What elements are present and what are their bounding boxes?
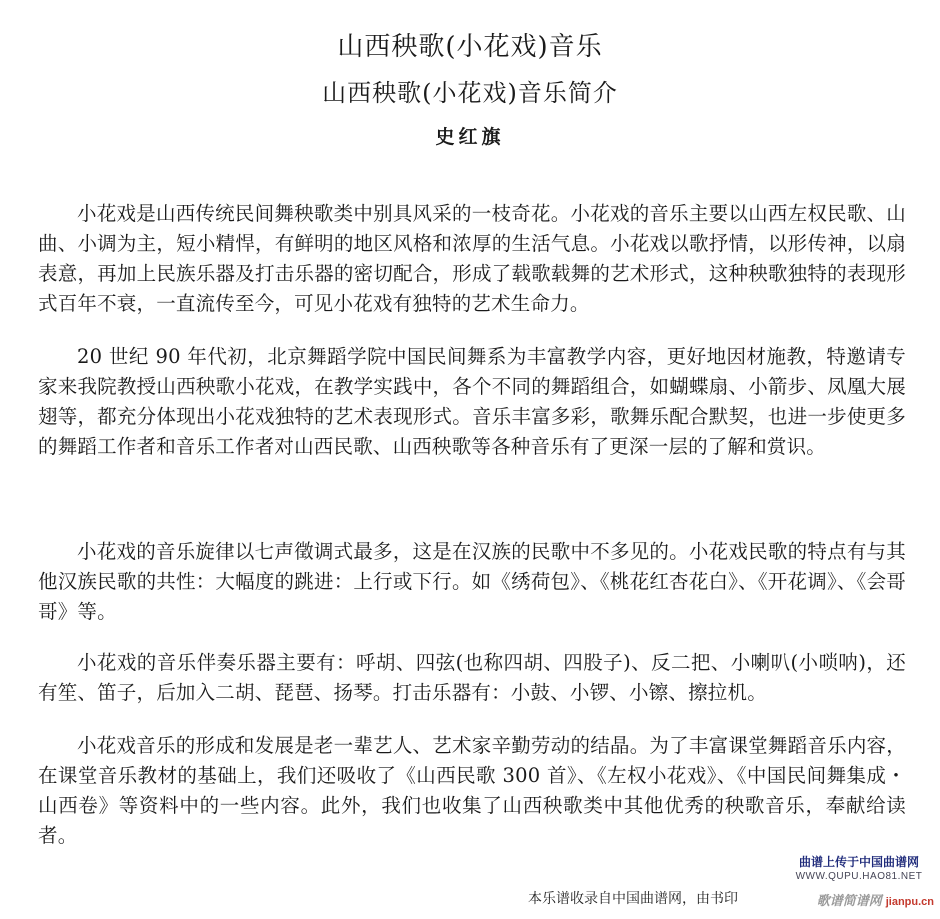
watermark-upload-notice: 曲谱上传于中国曲谱网 xyxy=(798,855,919,869)
watermark-logo xyxy=(784,890,934,913)
watermark-url: WWW.QUPU.HAO81.NET xyxy=(795,871,923,882)
watermark xyxy=(784,854,934,916)
body-paragraph-5: 小花戏音乐的形成和发展是老一辈艺人、艺术家辛勤劳动的结晶。为了丰富课堂舞蹈音乐内容，在课堂音乐教材的基础上，我们还吸收了《山西民歌 300 首》、《左权小花戏》、《中国民间舞集成・山西卷》等资料中的一些内容。此外，我们也收集了山西秧歌类中其他优秀的秧歌音乐，奉献给读者。 xyxy=(38,734,906,847)
body-paragraph-4: 小花戏的音乐伴奏乐器主要有：呼胡、四弦(也称四胡、四股子)、反二把、小喇叭(小唢呐)，还有笙、笛子，后加入二胡、琵琶、扬琴。打击乐器有：小鼓、小锣、小镲、擦拉机。 xyxy=(38,651,906,704)
watermark-site: jianpu.cn xyxy=(885,896,934,908)
body-paragraph-3: 小花戏的音乐旋律以七声徵调式最多，这是在汉族的民歌中不多见的。小花戏民歌的特点有与其他汉族民歌的共性：大幅度的跳进：上行或下行。如《绣荷包》、《桃花红杏花白》、《开花调》、《会哥哥》等。 xyxy=(38,540,906,623)
body-paragraph-2: 20 世纪 90 年代初，北京舞蹈学院中国民间舞系为丰富教学内容，更好地因材施教，特邀请专家来我院教授山西秧歌小花戏，在教学实践中，各个不同的舞蹈组合，如蝴蝶扇、小箭步、凤凰大展翅等，都充分体现出小花戏独特的艺术表现形式。音乐丰富多彩，歌舞乐配合默契，也进一步使更多的舞蹈工作者和音乐工作者对山西民歌、山西秧歌等各种音乐有了更深一层的了解和赏识。 xyxy=(38,345,906,458)
body-paragraph-1: 小花戏是山西传统民间舞秧歌类中别具风采的一枝奇花。小花戏的音乐主要以山西左权民歌、山曲、小调为主，短小精悍，有鲜明的地区风格和浓厚的生活气息。小花戏以歌抒情，以形传神，以扇表意，再加上民族乐器及打击乐器的密切配合，形成了载歌载舞的艺术形式，这种秧歌独特的表现形式百年不衰，一直流传至今，可见小花戏有独特的艺术生命力。 xyxy=(38,202,906,315)
watermark-brand: 歌谱简谱网 xyxy=(816,893,882,908)
document-subtitle: 山西秧歌(小花戏)音乐简介 xyxy=(322,79,618,107)
document-title: 山西秧歌(小花戏)音乐 xyxy=(337,32,603,62)
source-footer: 本乐谱收录自中国曲谱网，由书印 xyxy=(528,890,738,906)
document-author: 史红旗 xyxy=(435,126,505,148)
